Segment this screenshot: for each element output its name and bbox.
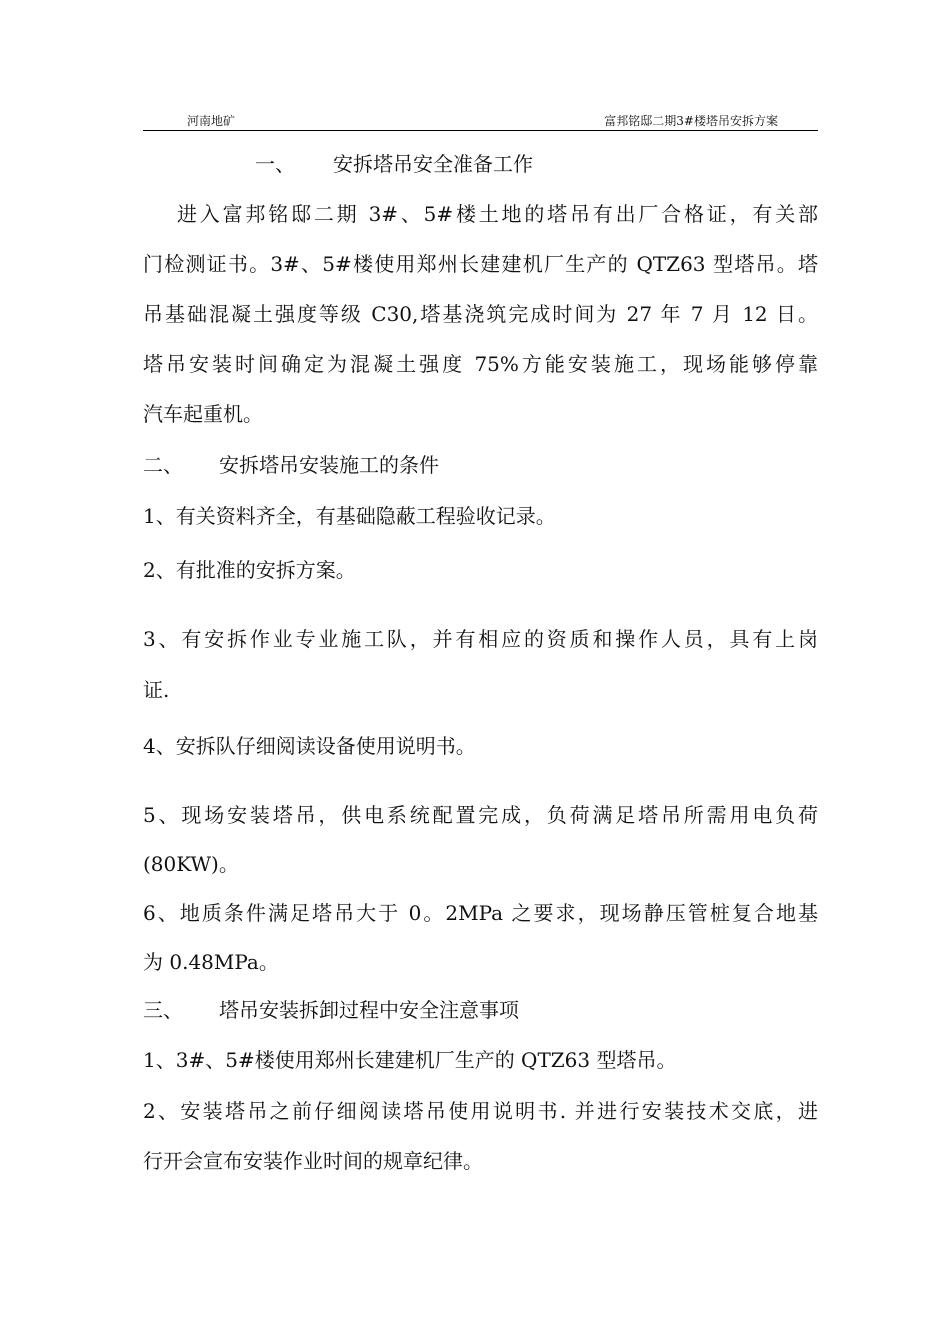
section-1-line-1: 进入富邦铭邸二期 3#、5#楼土地的塔吊有出厂合格证，有关部	[177, 202, 818, 226]
section-2-item-1: 1、有关资料齐全，有基础隐蔽工程验收记录。	[143, 504, 556, 528]
section-2-item-5-line-2: (80KW)。	[143, 852, 239, 876]
section-3-item-1: 1、3#、5#楼使用郑州长建建机厂生产的 QTZ63 型塔吊。	[143, 1048, 677, 1072]
section-2-item-5-line-1: 5、现场安装塔吊，供电系统配置完成，负荷满足塔吊所需用电负荷	[143, 803, 818, 827]
section-2-item-3-line-1: 3、有安拆作业专业施工队，并有相应的资质和操作人员，具有上岗	[143, 627, 818, 651]
section-3-item-2-line-1: 2、安装塔吊之前仔细阅读塔吊使用说明书. 并进行安装技术交底，进	[143, 1099, 818, 1123]
section-1-title: 安拆塔吊安全准备工作	[333, 152, 533, 176]
header-left-text: 河南地矿	[187, 114, 236, 128]
section-2-item-6-line-1: 6、地质条件满足塔吊大于 0。2MPa 之要求，现场静压管桩复合地基	[143, 901, 818, 925]
section-2-title: 安拆塔吊安装施工的条件	[219, 453, 439, 477]
section-3-number: 三、	[143, 998, 183, 1022]
section-1-line-5: 汽车起重机。	[143, 402, 263, 426]
section-2-heading	[143, 451, 818, 479]
section-1-heading	[255, 150, 533, 178]
section-3-heading	[143, 996, 818, 1024]
page-header	[143, 113, 818, 131]
section-2-number: 二、	[143, 453, 183, 477]
header-right-text: 富邦铭邸二期3#楼塔吊安拆方案	[604, 114, 778, 128]
section-2-item-4: 4、安拆队仔细阅读设备使用说明书。	[143, 734, 476, 758]
section-2-item-2: 2、有批准的安拆方案。	[143, 558, 356, 582]
section-3-title: 塔吊安装拆卸过程中安全注意事项	[219, 998, 519, 1022]
section-2-item-3-line-2: 证.	[143, 678, 170, 702]
section-1-line-2: 门检测证书。3#、5#楼使用郑州长建建机厂生产的 QTZ63 型塔吊。塔	[143, 252, 818, 276]
section-2-item-6-line-2: 为 0.48MPa。	[143, 950, 279, 974]
section-3-item-2-line-2: 行开会宣布安装作业时间的规章纪律。	[143, 1149, 483, 1173]
section-1-number: 一、	[255, 152, 295, 176]
section-1-line-3: 吊基础混凝土强度等级 C30,塔基浇筑完成时间为 27 年 7 月 12 日。	[143, 302, 818, 326]
section-1-line-4: 塔吊安装时间确定为混凝土强度 75%方能安装施工，现场能够停靠	[143, 352, 818, 376]
